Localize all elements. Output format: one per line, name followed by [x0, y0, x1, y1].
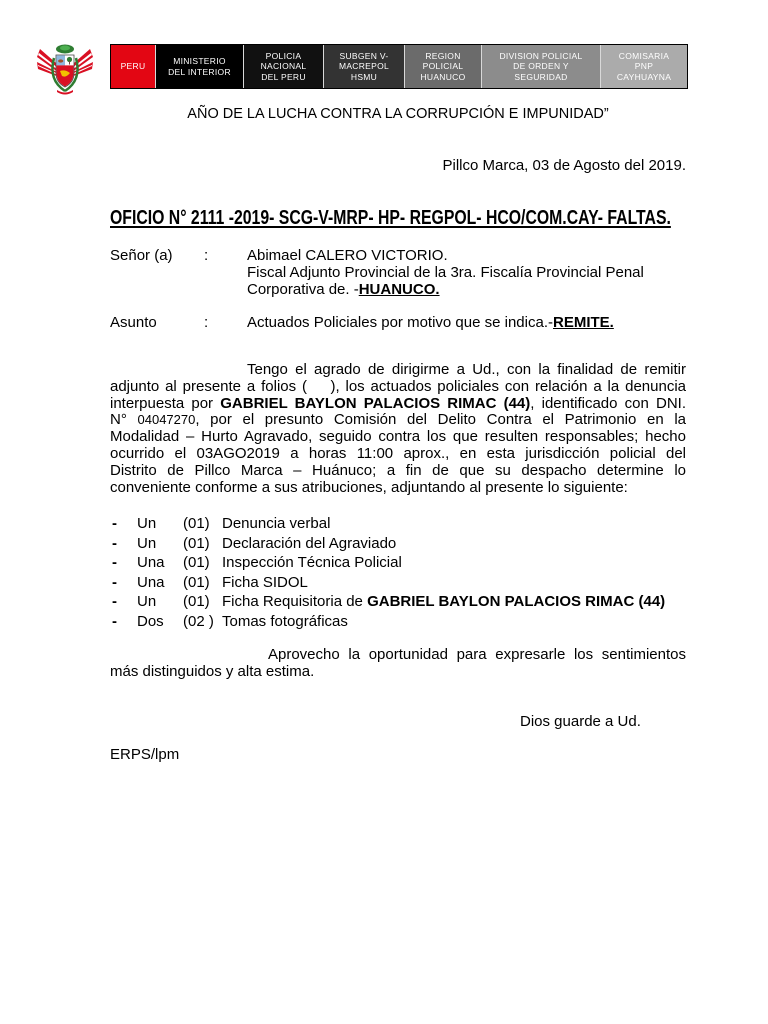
list-bullet: -	[112, 612, 117, 630]
letterhead-box-comisaria	[600, 45, 687, 88]
list-item-quantity: (02 )	[183, 612, 214, 630]
list-item-description-text: Ficha Requisitoria de	[222, 593, 363, 610]
list-bullet: -	[112, 515, 117, 532]
subject-text	[247, 314, 614, 331]
complainant-name: GABRIEL BAYLON PALACIOS RIMAC (44)	[220, 394, 531, 412]
letterhead-box-line: MACREPOL	[338, 61, 390, 72]
letterhead-box-line: NACIONAL	[260, 61, 307, 72]
place-date: Pillco Marca, 03 de Agosto del 2019.	[442, 157, 686, 174]
recipient-colon: :	[204, 247, 209, 264]
list-item-unit: Un	[137, 593, 157, 610]
letterhead-box-line: DEL PERU	[261, 71, 306, 82]
letterhead-box-division	[481, 45, 600, 88]
recipient-name: Abimael CALERO VICTORIO.	[247, 247, 448, 264]
list-item-unit: Un	[137, 534, 157, 552]
letterhead-box-line: PNP	[634, 61, 654, 72]
list-item-description: Declaración del Agraviado	[222, 534, 397, 552]
letterhead-box-line: CAYHUAYNA	[616, 71, 672, 82]
list-item	[110, 612, 686, 632]
letterhead-box-line: SEGURIDAD	[514, 71, 568, 82]
body-line-text: adjunto al presente a folios ( ), los actuados policiales con relación a la denuncia	[110, 377, 686, 395]
list-item-quantity: (01)	[183, 573, 210, 591]
letterhead-box-line: POLICIA	[265, 50, 302, 61]
enclosures-list	[110, 514, 686, 631]
body-line	[110, 396, 686, 413]
list-item-unit: Una	[137, 554, 165, 571]
letterhead-box-line: DIVISION POLICIAL	[499, 50, 583, 61]
body-line-text: Distrito de Pillco Marca – Huánuco; a fin de que su despacho determine lo	[110, 461, 686, 479]
list-item-quantity: (01)	[183, 534, 210, 552]
recipient-office-prefix: Corporativa de. -	[247, 281, 359, 298]
list-item-description: Ficha SIDOL	[222, 573, 308, 591]
letterhead-box-line: REGION	[425, 50, 461, 61]
recipient-office-city: HUANUCO.	[358, 281, 440, 298]
recipient-label: Señor (a)	[110, 247, 173, 264]
body-line-text: , identificado con DNI.	[530, 394, 686, 412]
list-item-person-name: GABRIEL BAYLON PALACIOS RIMAC (44)	[367, 593, 666, 610]
body-line-text: , por el presunto Comisión del Delito Contra el Patrimonio en la	[195, 411, 686, 429]
letterhead-box-line: MINISTERIO	[173, 56, 226, 66]
closing-line-text: más distinguidos y alta estima.	[110, 662, 315, 680]
list-item	[110, 553, 686, 573]
body-line	[110, 480, 686, 497]
farewell: Dios guarde a Ud.	[520, 713, 641, 730]
list-item	[110, 592, 686, 612]
body-line-text: Modalidad – Hurto Agravado, seguido contra los que resulten responsables; hecho	[110, 428, 686, 446]
subject-colon: :	[204, 314, 209, 331]
recipient-office	[247, 281, 440, 298]
list-bullet: -	[112, 554, 117, 571]
list-item-unit: Dos	[137, 612, 164, 630]
subject-description: Actuados Policiales por motivo que se indica.-	[247, 314, 553, 331]
letterhead-box-line: HUANUCO	[420, 71, 466, 82]
body-paragraph	[110, 362, 686, 496]
list-item-description: Inspección Técnica Policial	[222, 554, 402, 571]
list-item-quantity: (01)	[183, 515, 210, 532]
letterhead-box-policia	[243, 45, 323, 88]
letterhead-box-peru	[111, 45, 155, 88]
closing-line	[110, 664, 686, 681]
body-line-text: ocurrido el 03AGO2019 a horas 11:00 aprox., en esta jurisdicción policial del	[110, 444, 686, 462]
list-bullet: -	[112, 534, 117, 552]
list-item-unit: Una	[137, 573, 165, 591]
reference-initials: ERPS/lpm	[110, 746, 180, 763]
letterhead-box-ministerio	[155, 45, 243, 88]
list-bullet: -	[112, 593, 117, 610]
oficio-title-container	[110, 206, 700, 234]
list-item	[110, 573, 686, 593]
list-item-quantity: (01)	[183, 554, 210, 571]
list-item	[110, 514, 686, 534]
subject-action: REMITE.	[553, 314, 614, 331]
body-line	[110, 463, 686, 480]
letterhead-box-line: DEL INTERIOR	[168, 66, 231, 77]
subject-label: Asunto	[110, 314, 157, 331]
body-line-text: interpuesta por	[110, 394, 214, 412]
body-line	[110, 446, 686, 463]
list-item-unit: Un	[137, 515, 157, 532]
body-line	[110, 412, 686, 429]
body-line-text: conveniente conforme a sus atribuciones, adjuntando al presente lo siguiente:	[110, 478, 628, 496]
dni-number: 04047270	[137, 412, 196, 428]
body-line	[110, 429, 686, 446]
closing-line	[110, 647, 686, 664]
list-item-quantity: (01)	[183, 593, 210, 610]
list-bullet: -	[112, 573, 117, 591]
body-line	[110, 362, 686, 379]
letterhead-box-line: DE ORDEN Y	[513, 61, 569, 72]
list-item-description	[222, 592, 665, 612]
letterhead-box-line: PERU	[120, 61, 146, 72]
letterhead-box-line: SUBGEN V-	[339, 50, 389, 61]
year-motto: AÑO DE LA LUCHA CONTRA LA CORRUPCIÓN E IMPUNIDAD”	[187, 106, 609, 122]
letterhead-box-line: HSMU	[350, 71, 378, 82]
oficio-title: OFICIO N° 2111 -2019- SCG-V-MRP- HP- REGPOL- HCO/COM.CAY- FALTAS.	[110, 207, 671, 229]
body-line	[110, 379, 686, 396]
list-item-description: Tomas fotográficas	[222, 612, 348, 630]
letterhead-box-subgen	[323, 45, 404, 88]
peru-coat-of-arms-logo	[36, 40, 94, 96]
body-line-text: Tengo el agrado de dirigirme a Ud., con la finalidad de remitir	[247, 361, 686, 378]
letterhead-box-region	[404, 45, 481, 88]
body-line-text: N°	[110, 411, 127, 429]
letterhead-box-line: POLICIAL	[422, 61, 464, 72]
list-item-description: Denuncia verbal	[222, 515, 331, 532]
closing-line-text: Aprovecho la oportunidad para expresarle los sentimientos	[268, 646, 686, 663]
letterhead-bar	[110, 44, 688, 89]
letterhead-box-line: COMISARIA	[618, 50, 670, 61]
list-item	[110, 534, 686, 554]
closing-paragraph	[110, 647, 686, 680]
recipient-position: Fiscal Adjunto Provincial de la 3ra. Fiscalía Provincial Penal	[247, 264, 644, 281]
